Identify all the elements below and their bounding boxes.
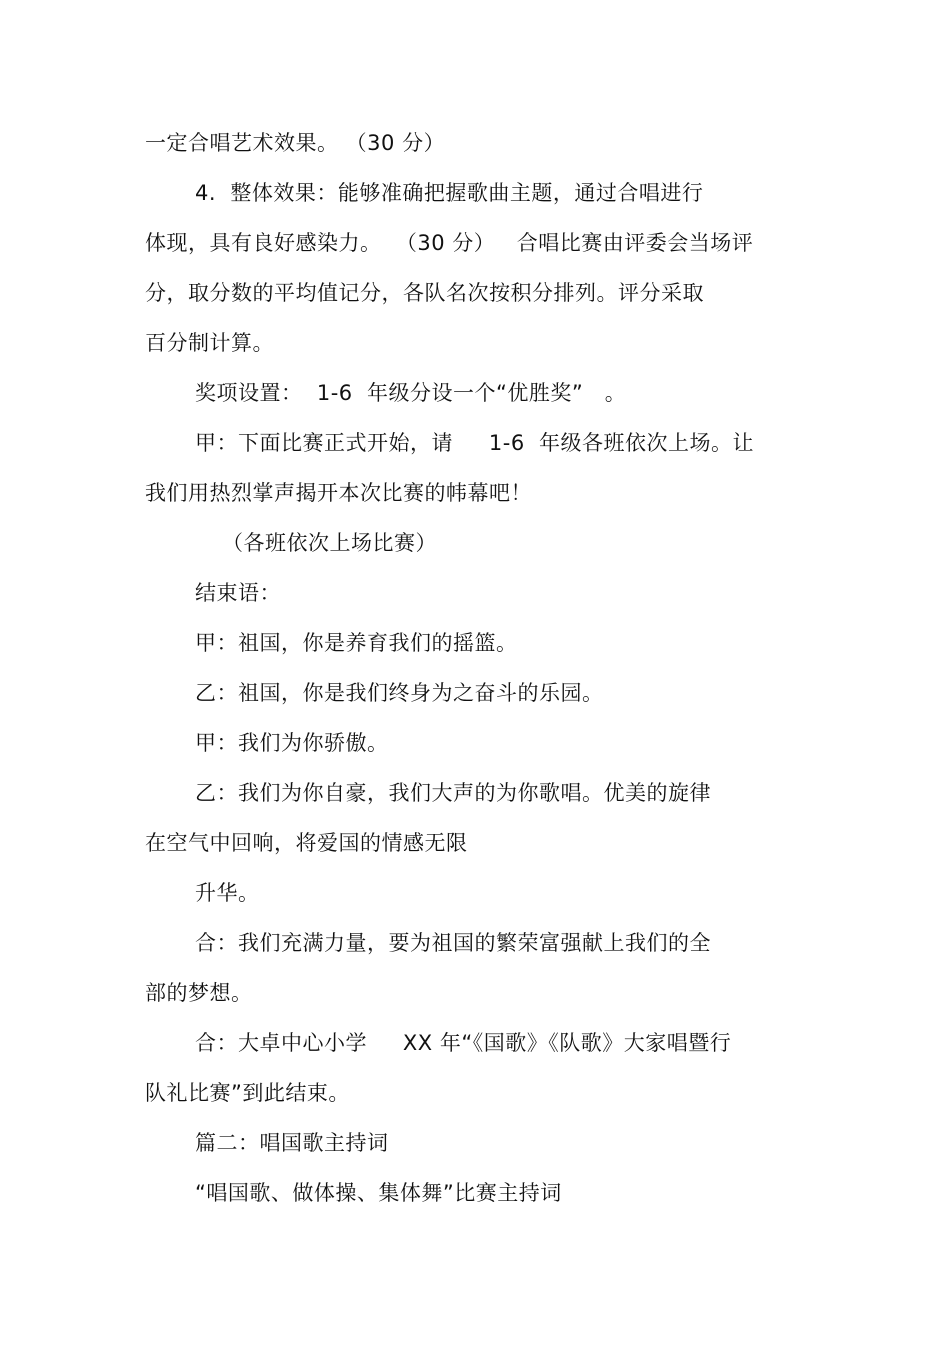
text-line: 部的梦想。 (145, 981, 253, 1005)
section-heading: 结束语： (195, 581, 281, 605)
text-line: “唱国歌、做体操、集体舞”比赛主持词 (195, 1181, 562, 1205)
text-line: （各班依次上场比赛） (222, 531, 437, 555)
text-line: 我们用热烈掌声揭开本次比赛的帏幕吧！ (145, 481, 532, 505)
text-line: 升华。 (195, 881, 260, 905)
text-line: 甲：祖国，你是养育我们的摇篮。 (195, 631, 518, 655)
text-line: 百分制计算。 (145, 331, 274, 355)
text-line: 合：我们充满力量，要为祖国的繁荣富强献上我们的全 (195, 931, 711, 955)
text-line: 一定合唱艺术效果。 （30 分） (145, 131, 446, 155)
text-line: 分，取分数的平均值记分，各队名次按积分排列。评分采取 (145, 281, 704, 305)
text-line: 队礼比赛”到此结束。 (145, 1081, 350, 1105)
text-line: 体现，具有良好感染力。 （30 分） 合唱比赛由评委会当场评 (145, 231, 754, 255)
text-line: 4. 整体效果：能够准确把握歌曲主题，通过合唱进行 (195, 181, 704, 205)
text-line: 奖项设置： 1-6 年级分设一个“优胜奖” 。 (195, 381, 627, 405)
section-heading: 篇二：唱国歌主持词 (195, 1131, 389, 1155)
text-line: 乙：祖国，你是我们终身为之奋斗的乐园。 (195, 681, 604, 705)
text-line: 乙：我们为你自豪，我们大声的为你歌唱。优美的旋律 (195, 781, 711, 805)
text-line: 甲：下面比赛正式开始，请 1-6 年级各班依次上场。让 (195, 431, 755, 455)
text-line: 在空气中回响，将爱国的情感无限 (145, 831, 468, 855)
text-line: 甲：我们为你骄傲。 (195, 731, 389, 755)
text-line: 合：大卓中心小学 XX 年“《国歌》《队歌》大家唱暨行 (195, 1031, 732, 1055)
